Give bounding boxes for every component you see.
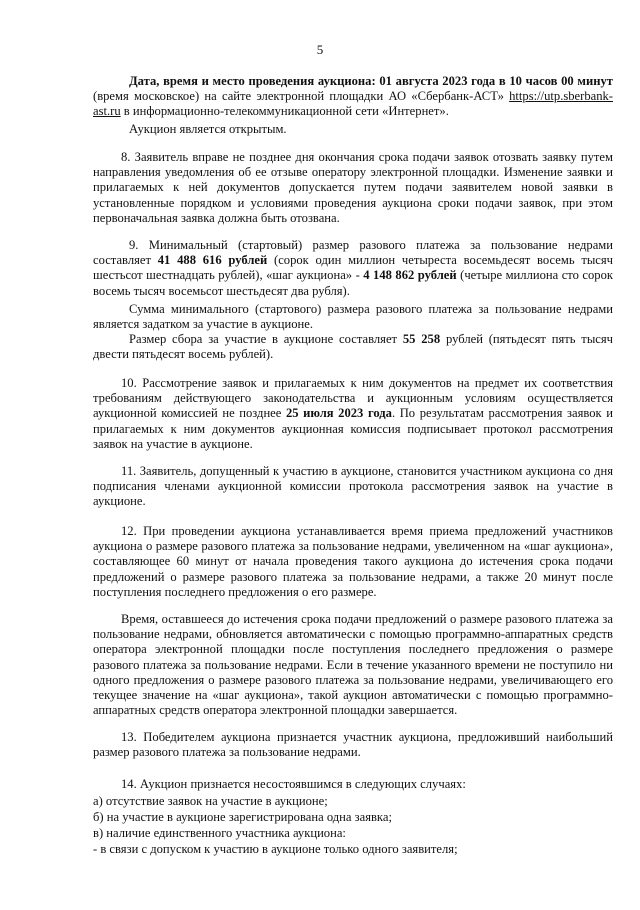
clause-9-text-a: 9. Минимальный (стартовый) размер разового платежа за пользование недрами составляет [93,238,613,268]
clause-14-paragraph: 14. Аукцион признается несостоявшимся в следующих случаях: [121,777,466,791]
fee-text-b: рублей (пятьдесят пять тысяч двести пятьдесят восемь рублей). [93,332,613,362]
auction-date-mid: (время московское) на сайте электронной площадки АО «Сбербанк-АСТ» [93,89,510,104]
deposit-paragraph: Сумма минимального (стартового) размера разового платежа за пользование недрами является задатком за участие в аукционе. [93,302,613,332]
clause-9-paragraph [93,238,613,299]
fee-paragraph [93,332,613,362]
clause-12-continuation-paragraph: Время, оставшееся до истечения срока подачи предложений о размере разового платежа за пользование недрами, обновляется автоматически с помощью программно-аппаратных средств оператора электронной площадки после поступления последнего предложения о размере разового платежа за пользование недрами. Если в течение указанного времени не поступило ни одного предложения о размере разового платежа за пользование недрами, увеличивающего его текущее значение на «шаг аукциона», такой аукцион автоматически с помощью программно-аппаратных средств оператора электронной площадки завершается. [93,612,613,718]
clause-8-paragraph: 8. Заявитель вправе не позднее дня окончания срока подачи заявок отозвать заявку путем направления уведомления об ее отзыве оператору электронной площадки. Изменение заявки и прилагаемых к ней документов допускается путем подачи заявителем новой заявки в установленные порядком и условиями проведения аукциона сроки подачи заявок, при этом первоначальная заявка должна быть отозвана. [93,150,613,225]
auction-date-paragraph [93,74,613,120]
clause-14-item-b: б) на участие в аукционе зарегистрирована одна заявка; [93,810,392,824]
clause-10-text-b: . По результатам рассмотрения заявок и прилагаемых к ним документов аукционная комиссия подписывает протокол рассмотрения заявок на участие в аукционе. [93,406,613,451]
fee-text-a: Размер сбора за участие в аукционе составляет [129,332,403,346]
clause-9-text-c: (четыре миллиона сто сорок восемь тысяч восемьсот шестьдесят два рубля). [93,268,613,298]
clause-12-paragraph: 12. При проведении аукциона устанавливается время приема предложений участников аукциона о размере разового платежа за пользование недрами, увеличенном на «шаг аукциона», составляющее 60 минут от начала проведения такого аукциона до истечения срока подачи предложений о размере разового платежа за пользование недрами, а также 20 минут после поступления последнего предложения о его размере. [93,524,613,599]
clause-14-item-c: в) наличие единственного участника аукциона: [93,826,346,840]
review-deadline-date: 25 июля 2023 года [285,406,392,421]
start-price-amount: 41 488 616 рублей [157,253,268,268]
clause-9-text-b: (сорок один миллион четыреста восемьдесят восемь тысяч шестьсот шестнадцать рублей), «шаг аукциона» - [93,253,614,283]
platform-link[interactable]: https://utp.sberbank-ast.ru [93,89,613,119]
auction-step-amount: 4 148 862 рублей [363,268,457,283]
clause-13-paragraph: 13. Победителем аукциона признается участник аукциона, предложивший наибольший размер разового платежа за пользование недрами. [93,730,613,760]
clause-10-paragraph [93,376,613,452]
clause-11-paragraph: 11. Заявитель, допущенный к участию в аукционе, становится участником аукциона со дня подписания членами аукционной комиссии протокола рассмотрения заявок на участие в аукционе. [93,464,613,509]
clause-14-item-a: а) отсутствие заявок на участие в аукционе; [93,794,328,808]
clause-14-item-dash: - в связи с допуском к участию в аукционе только одного заявителя; [93,842,458,856]
auction-date-tail: в информационно-телекоммуникационной сети «Интернет». [120,104,449,119]
auction-date-lead: Дата, время и место проведения аукциона: 01 августа 2023 года в 10 часов 00 минут [129,74,613,88]
clause-10-text-a: 10. Рассмотрение заявок и прилагаемых к ним документов на предмет их соответствия требованиям действующего законодательства и аукционным условиям осуществляется аукционной комиссией не позднее [93,376,613,421]
auction-open-paragraph: Аукцион является открытым. [129,122,287,136]
fee-amount: 55 258 [402,332,441,346]
page-number: 5 [316,42,324,57]
